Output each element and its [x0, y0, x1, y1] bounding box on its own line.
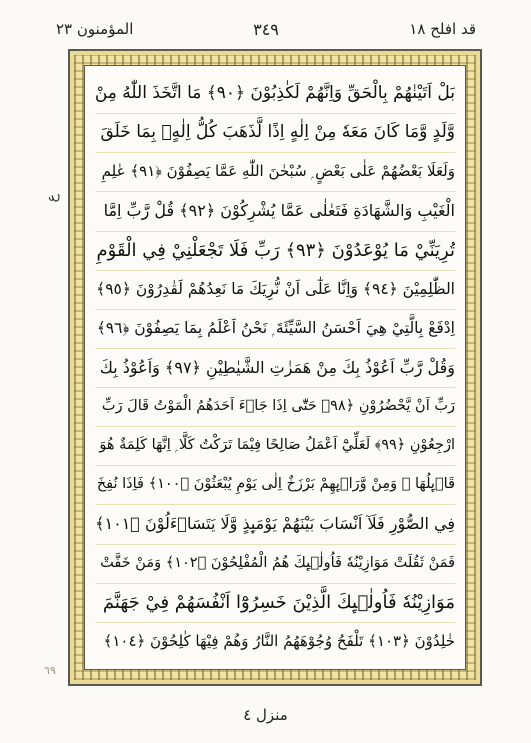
verse-line: وَّلَدٍ وَّمَا كَانَ مَعَهٗ مِنْ اِلٰهٍ اِذًا لَّذَهَبَ كُلُّ اِلٰهٍۢ بِمَا خَلَقَ	[95, 113, 455, 153]
verse-line: قَاۗىِٕلُهَا ۭ وَمِنْ وَّرَاۗىِٕهِمْ بَرْزَخٌ اِلٰى يَوْمِ يُبْعَثُوْنَ ﴿١٠٠﴾ فَاِذَا نُفِخَ	[95, 465, 455, 505]
page-header	[56, 18, 476, 48]
decorative-frame	[68, 49, 482, 686]
page-number: ٣٤٩	[253, 20, 279, 39]
verse-line: اِدْفَعْ بِالَّتِيْ هِيَ اَحْسَنُ السَّيِّئَةَ ۭ نَحْنُ اَعْلَمُ بِمَا يَصِفُوْنَ ﴿٩٦﴾	[95, 309, 455, 349]
verse-line: بَلْ اَتَيْنٰهُمْ بِالْحَقِّ وَاِنَّهُمْ لَكٰذِبُوْنَ ﴿٩٠﴾ مَا اتَّخَذَ اللّٰهُ مِنْ	[95, 74, 455, 114]
verse-line: وَقُلْ رَّبِّ اَعُوْذُ بِكَ مِنْ هَمَزٰتِ الشَّيٰطِيْنِ ﴿٩٧﴾ وَاَعُوْذُ بِكَ	[95, 348, 455, 388]
verse-line: مَوَازِيْنُهٗ فَاُولٰۗىِٕكَ الَّذِيْنَ خَسِرُوْٓا اَنْفُسَهُمْ فِيْ جَهَنَّمَ	[95, 583, 455, 623]
verse-lines	[95, 74, 455, 661]
verse-line: الْغَيْبِ وَالشَّهَادَةِ فَتَعٰلٰى عَمَّا يُشْرِكُوْنَ ﴿٩٢﴾ قُلْ رَّبِّ اِمَّا	[95, 191, 455, 231]
text-panel	[84, 65, 466, 670]
verse-line: تُرِيَنِّيْ مَا يُوْعَدُوْنَ ﴿٩٣﴾ رَبِّ فَلَا تَجْعَلْنِيْ فِي الْقَوْمِ	[95, 231, 455, 271]
verse-line: خٰلِدُوْنَ ﴿١٠٣﴾ تَلْفَحُ وُجُوْهَهُمُ النَّارُ وَهُمْ فِيْهَا كٰلِحُوْنَ ﴿١٠٤﴾	[103, 631, 455, 650]
verse-line: ارْجِعُوْنِ ﴿٩٩﴾ لَعَلِّيْٓ اَعْمَلُ صَالِحًا فِيْمَا تَرَكْتُ كَلَّا ۭ اِنَّهَا كَلِمَةٌ هُوَ	[95, 426, 455, 466]
juz-label: قد افلح ١٨	[409, 20, 476, 38]
corner-mark: ٦٩	[44, 664, 56, 677]
surah-label: المؤمنون ٢٣	[56, 20, 134, 38]
verse-line: وَلَعَلَا بَعْضُهُمْ عَلٰى بَعْضٍ ۭ سُبْحٰنَ اللّٰهِ عَمَّا يَصِفُوْنَ ﴿٩١﴾ عٰلِمِ	[95, 152, 455, 192]
verse-line: فِي الصُّوْرِ فَلَآ اَنْسَابَ بَيْنَهُمْ يَوْمَىِٕذٍ وَّلَا يَتَسَاۗءَلُوْنَ ﴿١٠١﴾	[95, 504, 455, 544]
ruku-marker: ع	[44, 194, 60, 203]
verse-line: الظّٰلِمِيْنَ ﴿٩٤﴾ وَاِنَّا عَلٰٓى اَنْ نُّرِيَكَ مَا نَعِدُهُمْ لَقٰدِرُوْنَ ﴿٩٥﴾	[95, 270, 455, 310]
verse-line: فَمَنْ ثَقُلَتْ مَوَازِيْنُهٗ فَاُولٰۗىِٕكَ هُمُ الْمُفْلِحُوْنَ ﴿١٠٢﴾ وَمَنْ خَفَّتْ	[95, 544, 455, 584]
manzil-label: منزل ٤	[243, 706, 288, 724]
verse-line: رَبِّ اَنْ يَّحْضُرُوْنِ ﴿٩٨﴾ حَتّٰٓى اِذَا جَاۗءَ اَحَدَهُمُ الْمَوْتُ قَالَ رَبِّ	[95, 387, 455, 427]
